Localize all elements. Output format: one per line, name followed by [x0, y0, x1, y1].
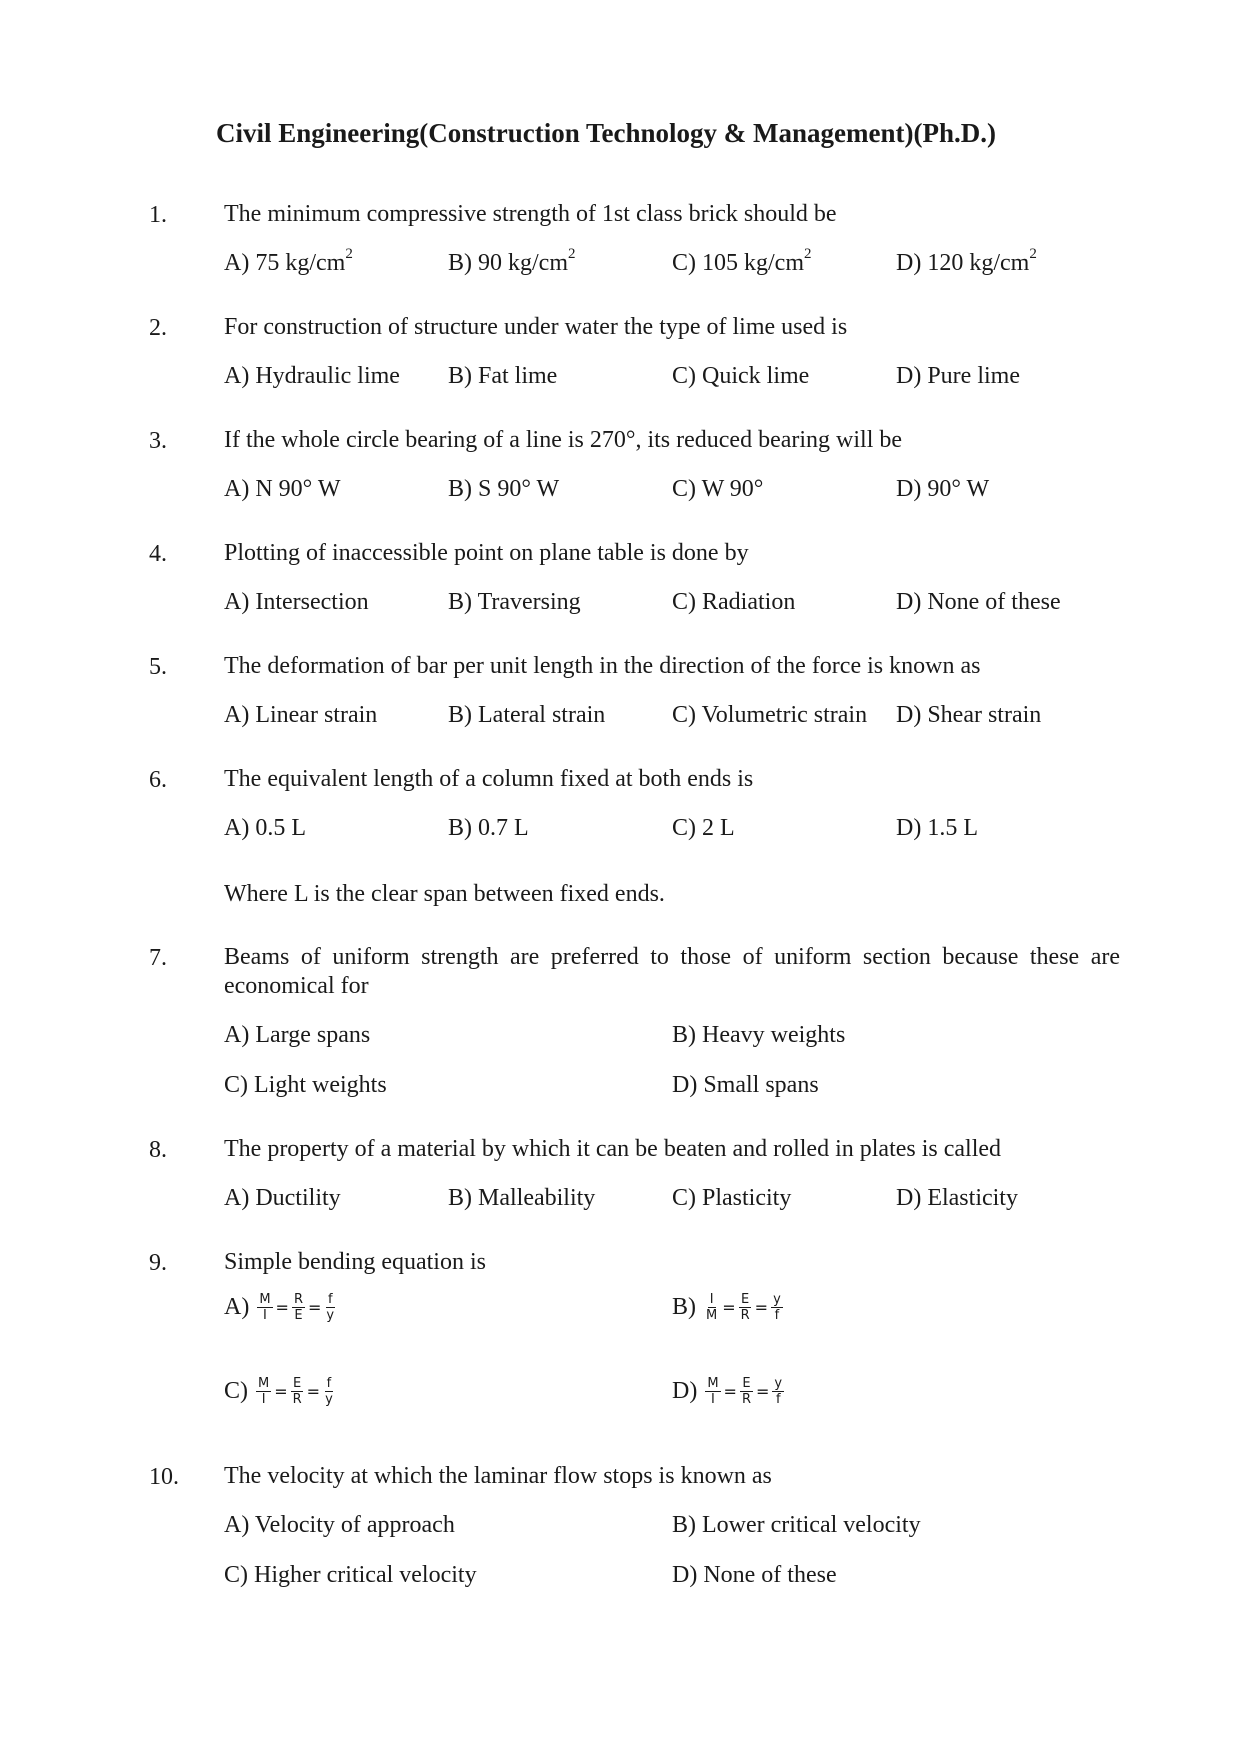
- option-b: B) Heavy weights: [672, 1022, 846, 1048]
- option-c: C) Quick lime: [672, 363, 810, 389]
- option-c: C) Radiation: [672, 589, 796, 615]
- fraction: $\frac{y}{f}$: [774, 1376, 783, 1407]
- option-d: D) Pure lime: [896, 363, 1020, 389]
- option-a: A) Velocity of approach: [224, 1512, 455, 1538]
- option-b: B) 0.7 L: [448, 815, 529, 841]
- question-text: Plotting of inaccessible point on plane table is done by: [224, 540, 749, 566]
- option-d: D) $\frac{M}{I}$ = $\frac{E}{R}$ = $\frac{y}{f}$: [672, 1376, 783, 1407]
- option-b: B) 90 $kg/cm^2$: [448, 246, 576, 276]
- option-c: C) 105 $kg/cm^2$: [672, 246, 812, 276]
- fraction: $\frac{y}{f}$: [773, 1292, 781, 1323]
- page-title: Civil Engineering(Construction Technology & Management)(Ph.D.): [216, 118, 996, 148]
- option-c: C) W 90°: [672, 476, 764, 502]
- option-d: D) None of these: [896, 589, 1061, 615]
- option-a: A) Linear strain: [224, 702, 378, 728]
- option-a: A) Hydraulic lime: [224, 363, 400, 389]
- question-text: Simple bending equation is: [224, 1249, 486, 1275]
- option-d: D) Elasticity: [896, 1185, 1018, 1211]
- question-text: The equivalent length of a column fixed at both ends is: [224, 766, 754, 792]
- option-a: A) Large spans: [224, 1022, 371, 1048]
- option-a: A) 75 $kg/cm^2$: [224, 246, 353, 276]
- question-text: The property of a material by which it can be beaten and rolled in plates is called: [224, 1136, 1002, 1162]
- question-number: 3.: [149, 428, 167, 454]
- option-a: A) 0.5 L: [224, 815, 306, 841]
- question-text: If the whole circle bearing of a line is 270°, its reduced bearing will be: [224, 427, 903, 453]
- question-number: 5.: [149, 654, 167, 680]
- option-b: B) $\frac{I}{M}$ = $\frac{E}{R}$ = $\frac{y}{f}$: [672, 1292, 781, 1323]
- question-text: Beams of uniform strength are preferred to those of uniform section because these are economical for: [224, 944, 1120, 999]
- option-b: B) Lateral strain: [448, 702, 606, 728]
- fraction: $\frac{I}{M}$: [706, 1292, 718, 1323]
- option-a: A) $\frac{M}{I}$ = $\frac{R}{E}$ = $\frac{f}{y}$: [224, 1292, 335, 1323]
- option-c: C) Plasticity: [672, 1185, 792, 1211]
- option-b: B) Malleability: [448, 1185, 596, 1211]
- option-b: B) Lower critical velocity: [672, 1512, 921, 1538]
- fraction: $\frac{R}{E}$: [293, 1292, 303, 1323]
- option-d: D) 1.5 L: [896, 815, 978, 841]
- option-b: B) Fat lime: [448, 363, 558, 389]
- question-number: 8.: [149, 1137, 167, 1163]
- question-text: The velocity at which the laminar flow stops is known as: [224, 1463, 772, 1489]
- fraction: $\frac{f}{y}$: [326, 1292, 335, 1323]
- option-d: D) 90° W: [896, 476, 990, 502]
- option-c: C) 2 L: [672, 815, 735, 841]
- option-b: B) S 90° W: [448, 476, 560, 502]
- question-text: The minimum compressive strength of 1st class brick should be: [224, 201, 837, 227]
- question-number: 4.: [149, 541, 167, 567]
- question-note: Where L is the clear span between fixed ends.: [224, 881, 665, 907]
- option-c: C) Light weights: [224, 1072, 387, 1098]
- fraction: $\frac{E}{R}$: [740, 1292, 750, 1323]
- option-d: D) 120 $kg/cm^2$: [896, 246, 1037, 276]
- question-number: 10.: [149, 1464, 179, 1490]
- fraction: $\frac{M}{I}$: [707, 1376, 719, 1407]
- fraction: $\frac{E}{R}$: [292, 1376, 302, 1407]
- question-number: 6.: [149, 767, 167, 793]
- question-text: For construction of structure under water the type of lime used is: [224, 314, 848, 340]
- option-a: A) Ductility: [224, 1185, 341, 1211]
- question-number: 1.: [149, 202, 167, 228]
- fraction: $\frac{M}{I}$: [258, 1376, 270, 1407]
- option-b: B) Traversing: [448, 589, 581, 615]
- question-number: 9.: [149, 1250, 167, 1276]
- fraction: $\frac{E}{R}$: [741, 1376, 751, 1407]
- option-d: D) Small spans: [672, 1072, 819, 1098]
- question-text: The deformation of bar per unit length in the direction of the force is known as: [224, 653, 981, 679]
- fraction: $\frac{f}{y}$: [325, 1376, 333, 1407]
- option-a: A) N 90° W: [224, 476, 341, 502]
- option-c: C) Volumetric strain: [672, 702, 868, 728]
- option-d: D) None of these: [672, 1562, 837, 1588]
- option-c: C) Higher critical velocity: [224, 1562, 477, 1588]
- option-a: A) Intersection: [224, 589, 369, 615]
- option-d: D) Shear strain: [896, 702, 1042, 728]
- question-number: 2.: [149, 315, 167, 341]
- fraction: $\frac{M}{I}$: [259, 1292, 271, 1323]
- option-c: C) $\frac{M}{I}$ = $\frac{E}{R}$ = $\frac{f}{y}$: [224, 1376, 333, 1407]
- question-number: 7.: [149, 945, 167, 971]
